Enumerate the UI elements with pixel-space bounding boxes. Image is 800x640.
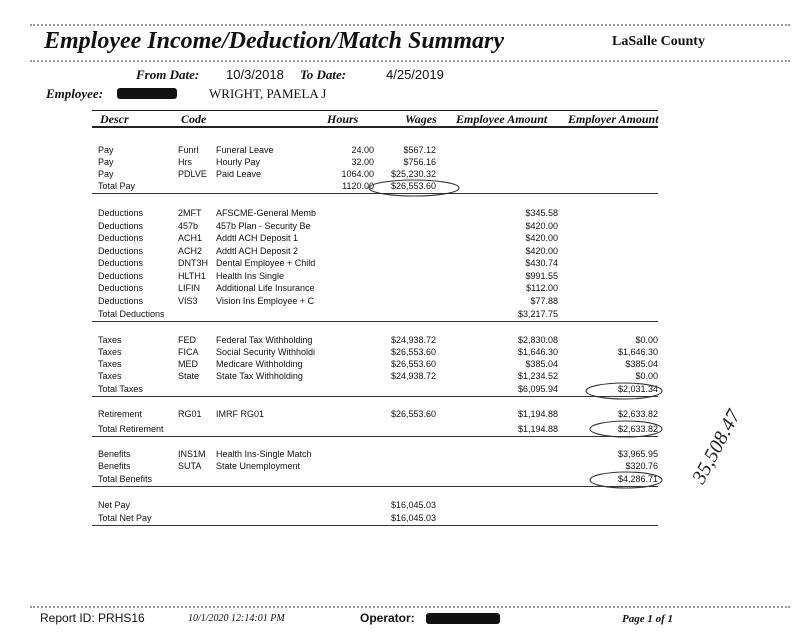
cell-wages: $26,553.60 — [390, 409, 436, 419]
circle-total-taxes-employer — [586, 383, 662, 399]
employee-name: WRIGHT, PAMELA J — [209, 86, 327, 101]
cell-employer-amount: $2,633.82 — [617, 409, 658, 419]
cell-item-name: Addtl ACH Deposit 2 — [216, 246, 299, 256]
circle-total-benefits-employer — [590, 472, 662, 488]
cell-descr: Total Retirement — [98, 424, 164, 434]
cell-item-name: Addtl ACH Deposit 1 — [216, 233, 299, 243]
cell-code: INS1M — [178, 449, 206, 459]
cell-item-name: Vision Ins Employee + C — [216, 296, 315, 306]
to-date-label: To Date: — [300, 67, 347, 82]
cell-code: RG01 — [178, 409, 202, 419]
cell-employee-amount: $1,194.88 — [517, 424, 558, 434]
cell-item-name: State Unemployment — [216, 461, 301, 471]
cell-code: 2MFT — [178, 208, 202, 218]
county-name: LaSalle County — [612, 34, 705, 49]
cell-descr: Deductions — [98, 296, 144, 306]
cell-descr: Deductions — [98, 246, 144, 256]
report-id: Report ID: PRHS16 — [40, 611, 145, 625]
cell-descr: Pay — [98, 157, 114, 167]
cell-employer-amount: $0.00 — [635, 371, 658, 381]
cell-employee-amount: $345.58 — [525, 208, 558, 218]
cell-code: VIS3 — [178, 296, 198, 306]
cell-employee-amount: $420.00 — [525, 233, 558, 243]
cell-item-name: Medicare Withholding — [216, 359, 303, 369]
cell-wages: $16,045.03 — [390, 500, 436, 510]
cell-code: ACH1 — [178, 233, 203, 243]
cell-employee-amount: $991.55 — [525, 271, 558, 281]
col-wages: Wages — [405, 112, 437, 126]
cell-item-name: Additional Life Insurance — [216, 283, 315, 293]
cell-descr: Total Deductions — [98, 309, 165, 319]
cell-employee-amount: $420.00 — [525, 221, 558, 231]
page-number: Page 1 of 1 — [622, 613, 674, 625]
cell-descr: Deductions — [98, 258, 144, 268]
cell-item-name: Hourly Pay — [216, 157, 261, 167]
col-code: Code — [181, 112, 207, 126]
cell-item-name: AFSCME-General Memb — [216, 208, 317, 218]
col-hours: Hours — [327, 112, 359, 126]
cell-descr: Deductions — [98, 283, 144, 293]
cell-employee-amount: $420.00 — [525, 246, 558, 256]
redacted-operator — [426, 613, 500, 624]
cell-descr: Total Pay — [98, 181, 136, 191]
cell-item-name: Health Ins Single — [216, 271, 285, 281]
cell-descr: Net Pay — [98, 500, 131, 510]
cell-wages: $26,553.60 — [390, 359, 436, 369]
cell-descr: Deductions — [98, 221, 144, 231]
cell-employee-amount: $2,830.08 — [517, 335, 558, 345]
from-date-value: 10/3/2018 — [226, 67, 284, 82]
cell-code: LIFIN — [178, 283, 201, 293]
cell-descr: Taxes — [98, 359, 122, 369]
cell-employer-amount: $320.76 — [625, 461, 658, 471]
cell-wages: $16,045.03 — [390, 513, 436, 523]
cell-descr: Taxes — [98, 347, 122, 357]
cell-code: SUTA — [178, 461, 202, 471]
cell-code: State — [178, 371, 200, 381]
cell-code: ACH2 — [178, 246, 203, 256]
cell-item-name: Social Security Withholdi — [216, 347, 316, 357]
cell-descr: Taxes — [98, 335, 122, 345]
cell-descr: Deductions — [98, 271, 144, 281]
operator-label: Operator: — [360, 611, 415, 625]
cell-employer-amount: $385.04 — [625, 359, 658, 369]
cell-wages: $25,230.32 — [390, 169, 436, 179]
cell-employee-amount: $1,646.30 — [517, 347, 558, 357]
cell-code: Hrs — [178, 157, 192, 167]
employee-label: Employee: — [46, 86, 104, 101]
from-date-label: From Date: — [136, 67, 200, 82]
cell-employer-amount: $0.00 — [635, 335, 658, 345]
cell-item-name: State Tax Withholding — [216, 371, 303, 381]
cell-employee-amount: $112.00 — [526, 283, 558, 293]
cell-code: FICA — [178, 347, 199, 357]
cell-employee-amount: $77.88 — [530, 296, 558, 306]
cell-code: Funrl — [178, 145, 199, 155]
cell-code: 457b — [178, 221, 199, 231]
cell-employee-amount: $3,217.75 — [517, 309, 558, 319]
col-descr: Descr — [100, 112, 129, 126]
cell-item-name: Federal Tax Withholding — [216, 335, 313, 345]
page-title: Employee Income/Deduction/Match Summary — [44, 28, 504, 54]
cell-item-name: IMRF RG01 — [216, 409, 265, 419]
cell-code: FED — [178, 335, 196, 345]
cell-item-name: Health Ins-Single Match — [216, 449, 312, 459]
cell-employee-amount: $385.04 — [525, 359, 558, 369]
cell-wages: $26,553.60 — [390, 347, 436, 357]
cell-descr: Pay — [98, 145, 114, 155]
cell-code: PDLVE — [178, 169, 207, 179]
cell-item-name: 457b Plan - Security Be — [216, 221, 311, 231]
handwritten-total: 35,508.47 — [688, 406, 745, 488]
cell-hours: 32.00 — [351, 157, 374, 167]
cell-wages: $24,938.72 — [390, 371, 436, 381]
cell-wages: $24,938.72 — [390, 335, 436, 345]
cell-employer-amount: $1,646.30 — [617, 347, 658, 357]
cell-code: DNT3H — [178, 258, 209, 268]
cell-item-name: Dental Employee + Child — [216, 258, 316, 268]
cell-descr: Total Net Pay — [98, 513, 152, 523]
cell-wages: $567.12 — [403, 145, 436, 155]
to-date-value: 4/25/2019 — [386, 67, 444, 82]
circle-total-wages — [369, 180, 459, 196]
report-timestamp: 10/1/2020 12:14:01 PM — [188, 613, 285, 624]
cell-employee-amount: $1,234.52 — [517, 371, 558, 381]
cell-descr: Retirement — [98, 409, 143, 419]
cell-descr: Total Taxes — [98, 384, 143, 394]
col-employee-amount: Employee Amount — [456, 112, 548, 126]
cell-item-name: Paid Leave — [216, 169, 262, 179]
cell-descr: Deductions — [98, 233, 144, 243]
cell-descr: Benefits — [98, 449, 131, 459]
cell-code: HLTH1 — [178, 271, 206, 281]
cell-descr: Benefits — [98, 461, 131, 471]
cell-employer-amount: $2,031.34 — [617, 384, 658, 394]
cell-wages: $26,553.60 — [390, 181, 436, 191]
cell-descr: Total Benefits — [98, 474, 153, 484]
cell-employee-amount: $430.74 — [525, 258, 558, 268]
cell-employee-amount: $1,194.88 — [517, 409, 558, 419]
cell-hours: 1120.00 — [342, 181, 374, 191]
cell-employee-amount: $6,095.94 — [517, 384, 558, 394]
cell-descr: Pay — [98, 169, 114, 179]
cell-descr: Deductions — [98, 208, 144, 218]
circle-total-retirement-employer — [590, 421, 662, 437]
cell-employer-amount: $2,633.82 — [617, 424, 658, 434]
cell-item-name: Funeral Leave — [216, 145, 274, 155]
cell-descr: Taxes — [98, 371, 122, 381]
cell-employer-amount: $3,965.95 — [617, 449, 658, 459]
cell-wages: $756.16 — [403, 157, 436, 167]
col-employer-amount: Employer Amount — [568, 112, 659, 126]
cell-employer-amount: $4,286.71 — [617, 474, 658, 484]
cell-code: MED — [178, 359, 198, 369]
cell-hours: 24.00 — [351, 145, 374, 155]
cell-hours: 1064.00 — [341, 169, 374, 179]
